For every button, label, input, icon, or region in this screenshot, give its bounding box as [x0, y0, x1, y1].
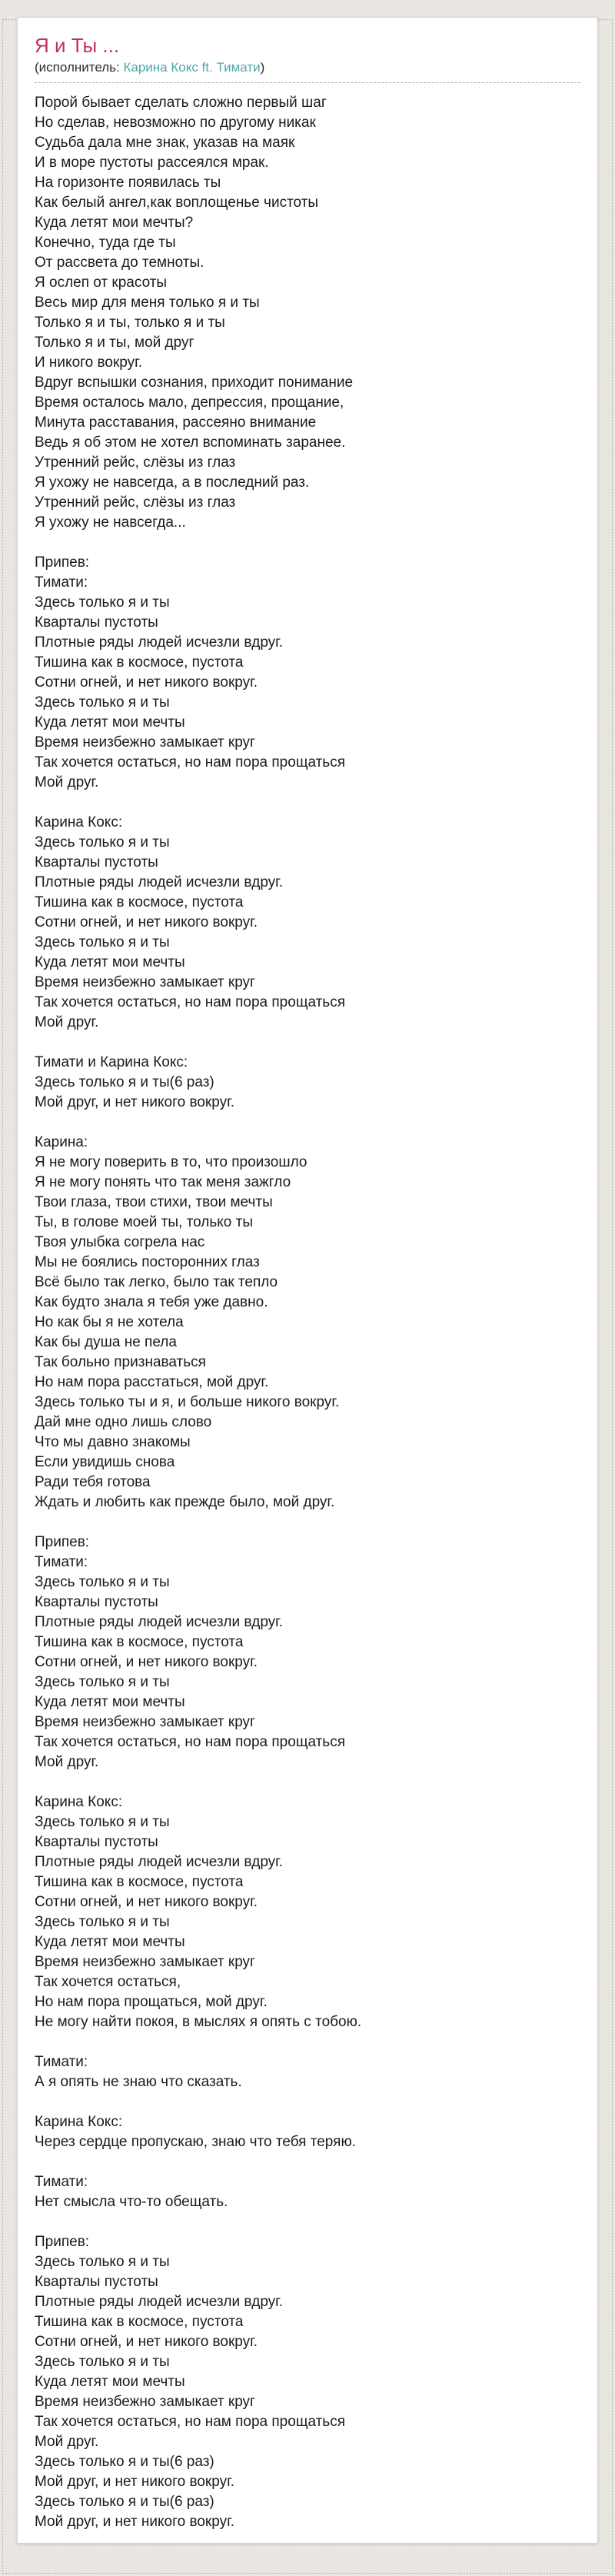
- lyric-line: Не могу найти покоя, в мыслях я опять с тобою.: [35, 2014, 362, 2030]
- lyric-line: Здесь только я и ты: [35, 934, 170, 950]
- lyric-line: Мы не боялись посторонних глаз: [35, 1254, 260, 1270]
- lyric-line: Время неизбежно замыкает круг: [35, 734, 255, 751]
- lyric-line: Здесь только я и ты: [35, 1914, 170, 1930]
- lyric-line: Я ослеп от красоты: [35, 275, 168, 291]
- lyric-line: От рассвета до темноты.: [35, 255, 204, 271]
- lyric-line: Я не могу понять что так меня зажгло: [35, 1174, 291, 1190]
- lyrics-block: [35, 1792, 580, 2032]
- lyric-line: Мой друг, и нет никого вокруг.: [35, 1094, 234, 1110]
- lyric-line: Мой друг.: [35, 2434, 99, 2450]
- lyric-line: Здесь только я и ты: [35, 1574, 170, 1590]
- performer-line: [35, 59, 580, 83]
- lyric-line: Кварталы пустоты: [35, 1594, 158, 1610]
- lyric-line: Так больно признаваться: [35, 1354, 206, 1370]
- lyric-line: Плотные ряды людей исчезли вдруг.: [35, 1854, 284, 1870]
- lyric-line: Плотные ряды людей исчезли вдруг.: [35, 874, 284, 890]
- lyric-line: Время неизбежно замыкает круг: [35, 2394, 255, 2410]
- lyric-line: И никого вокруг.: [35, 354, 142, 371]
- lyric-line: Ждать и любить как прежде было, мой друг.: [35, 1494, 335, 1510]
- lyric-line: Вдруг вспышки сознания, приходит понимание: [35, 374, 354, 391]
- lyric-line: Нет смысла что-то обещать.: [35, 2194, 228, 2210]
- lyric-line: Судьба дала мне знак, указав на маяк: [35, 135, 295, 151]
- lyric-line: Здесь только я и ты: [35, 1814, 170, 1830]
- lyric-line: Куда летят мои мечты: [35, 714, 185, 731]
- lyric-line: Но как бы я не хотела: [35, 1314, 184, 1330]
- lyrics-block: [35, 813, 580, 1033]
- lyric-line: Мой друг, и нет никого вокруг.: [35, 2474, 234, 2490]
- lyric-line: Если увидишь снова: [35, 1454, 175, 1470]
- lyrics-block: [35, 2112, 580, 2152]
- lyric-line: Куда летят мои мечты: [35, 2374, 185, 2390]
- lyric-line: Тимати:: [35, 2174, 88, 2190]
- lyric-line: Минута расставания, рассеяно внимание: [35, 414, 317, 431]
- lyric-line: Как будто знала я тебя уже давно.: [35, 1294, 268, 1310]
- lyric-line: Тимати:: [35, 1554, 88, 1570]
- lyric-line: Мой друг.: [35, 774, 99, 790]
- lyric-line: Припев:: [35, 554, 90, 571]
- lyric-line: Мой друг, и нет никого вокруг.: [35, 2514, 234, 2530]
- lyric-line: Тишина как в космосе, пустота: [35, 654, 244, 671]
- lyric-line: Время неизбежно замыкает круг: [35, 1954, 255, 1970]
- lyrics-block: [35, 553, 580, 793]
- lyric-line: Так хочется остаться,: [35, 1974, 181, 1990]
- lyrics-block: [35, 1533, 580, 1772]
- lyric-line: Карина Кокс:: [35, 2114, 123, 2130]
- lyric-line: Карина:: [35, 1134, 88, 1150]
- lyric-line: Тишина как в космосе, пустота: [35, 2314, 244, 2330]
- lyric-line: Куда летят мои мечты?: [35, 215, 194, 231]
- lyric-line: Весь мир для меня только я и ты: [35, 295, 260, 311]
- lyric-line: Как белый ангел,как воплощенье чистоты: [35, 195, 319, 211]
- lyric-line: Припев:: [35, 2234, 90, 2250]
- lyric-line: Кварталы пустоты: [35, 1834, 158, 1850]
- lyric-line: Карина Кокс:: [35, 1794, 123, 1810]
- lyric-line: Время осталось мало, депрессия, прощание,: [35, 394, 344, 411]
- lyric-line: Плотные ряды людей исчезли вдруг.: [35, 1614, 284, 1630]
- lyrics-block: [35, 1053, 580, 1113]
- lyric-line: Так хочется остаться, но нам пора прощаться: [35, 754, 345, 770]
- lyric-line: Конечно, туда где ты: [35, 235, 176, 251]
- lyric-line: Куда летят мои мечты: [35, 954, 185, 970]
- lyric-line: Утренний рейс, слёзы из глаз: [35, 454, 236, 471]
- artist-link[interactable]: Карина Кокс ft. Тимати: [123, 60, 261, 75]
- lyric-line: Куда летят мои мечты: [35, 1694, 185, 1710]
- performer-prefix: (исполнитель:: [35, 60, 124, 75]
- lyrics: [35, 93, 580, 2532]
- lyric-line: Здесь только я и ты(6 раз): [35, 1074, 214, 1090]
- lyric-line: Но нам пора прощаться, мой друг.: [35, 1994, 268, 2010]
- lyric-line: Я ухожу не навсегда...: [35, 514, 186, 531]
- lyric-line: Плотные ряды людей исчезли вдруг.: [35, 2294, 284, 2310]
- lyric-line: Дай мне одно лишь слово: [35, 1414, 212, 1430]
- lyric-line: И в море пустоты рассеялся мрак.: [35, 155, 269, 171]
- lyric-line: Здесь только ты и я, и больше никого вокруг.: [35, 1394, 340, 1410]
- lyric-line: Время неизбежно замыкает круг: [35, 974, 255, 990]
- lyric-line: Тишина как в космосе, пустота: [35, 1874, 244, 1890]
- lyric-line: Сотни огней, и нет никого вокруг.: [35, 1894, 258, 1910]
- lyric-line: Здесь только я и ты: [35, 694, 170, 711]
- lyric-line: Ты, в голове моей ты, только ты: [35, 1214, 253, 1230]
- lyric-line: Кварталы пустоты: [35, 854, 158, 870]
- performer-suffix: ): [260, 60, 265, 75]
- lyrics-block: [35, 2172, 580, 2212]
- lyric-line: Здесь только я и ты: [35, 2254, 170, 2270]
- lyric-line: Твои глаза, твои стихи, твои мечты: [35, 1194, 273, 1210]
- song-title: Я и Ты ...: [35, 34, 120, 57]
- lyric-line: Тимати:: [35, 2054, 88, 2070]
- lyrics-block: [35, 2232, 580, 2532]
- lyric-line: Мой друг.: [35, 1754, 99, 1770]
- lyric-line: Сотни огней, и нет никого вокруг.: [35, 2334, 258, 2350]
- lyrics-card: [17, 17, 598, 2544]
- lyric-line: Так хочется остаться, но нам пора прощаться: [35, 994, 345, 1010]
- lyrics-block: [35, 1133, 580, 1513]
- lyric-line: Здесь только я и ты: [35, 1674, 170, 1690]
- lyric-line: Куда летят мои мечты: [35, 1934, 185, 1950]
- lyric-line: Как бы душа не пела: [35, 1334, 177, 1350]
- lyric-line: Только я и ты, мой друг: [35, 334, 194, 351]
- lyric-line: Так хочется остаться, но нам пора прощаться: [35, 2414, 345, 2430]
- lyric-line: Плотные ряды людей исчезли вдруг.: [35, 634, 284, 651]
- lyric-line: Твоя улыбка согрела нас: [35, 1234, 205, 1250]
- lyric-line: Мой друг.: [35, 1014, 99, 1030]
- lyric-line: Тимати и Карина Кокс:: [35, 1054, 188, 1070]
- lyric-line: Но сделав, невозможно по другому никак: [35, 115, 316, 131]
- lyric-line: Здесь только я и ты: [35, 2354, 170, 2370]
- lyric-line: Здесь только я и ты(6 раз): [35, 2454, 214, 2470]
- lyric-line: Время неизбежно замыкает круг: [35, 1714, 255, 1730]
- lyric-line: Сотни огней, и нет никого вокруг.: [35, 674, 258, 691]
- lyrics-block: [35, 2052, 580, 2092]
- page-background: [0, 17, 615, 2576]
- lyric-line: Сотни огней, и нет никого вокруг.: [35, 1654, 258, 1670]
- lyric-line: Но нам пора расстаться, мой друг.: [35, 1374, 269, 1390]
- lyric-line: Здесь только я и ты: [35, 594, 170, 611]
- lyric-line: Припев:: [35, 1534, 90, 1550]
- lyric-line: Что мы давно знакомы: [35, 1434, 191, 1450]
- lyric-line: Кварталы пустоты: [35, 614, 158, 631]
- lyric-line: Всё было так легко, было так тепло: [35, 1274, 278, 1290]
- lyric-line: Я ухожу не навсегда, а в последний раз.: [35, 474, 310, 491]
- lyric-line: Так хочется остаться, но нам пора прощаться: [35, 1734, 345, 1750]
- lyrics-block: [35, 93, 580, 533]
- lyric-line: Здесь только я и ты: [35, 834, 170, 850]
- lyric-line: Тишина как в космосе, пустота: [35, 894, 244, 910]
- lyric-line: А я опять не знаю что сказать.: [35, 2074, 242, 2090]
- lyric-line: Утренний рейс, слёзы из глаз: [35, 494, 236, 511]
- lyric-line: Тишина как в космосе, пустота: [35, 1634, 244, 1650]
- lyric-line: Только я и ты, только я и ты: [35, 315, 225, 331]
- lyric-line: Порой бывает сделать сложно первый шаг: [35, 95, 327, 111]
- lyric-line: Здесь только я и ты(6 раз): [35, 2494, 214, 2510]
- lyric-line: Через сердце пропускаю, знаю что тебя теряю.: [35, 2134, 356, 2150]
- lyric-line: Сотни огней, и нет никого вокруг.: [35, 914, 258, 930]
- lyric-line: Ради тебя готова: [35, 1474, 151, 1490]
- lyric-line: Тимати:: [35, 574, 88, 591]
- lyric-line: Кварталы пустоты: [35, 2274, 158, 2290]
- lyric-line: Я не могу поверить в то, что произошло: [35, 1154, 308, 1170]
- lyric-line: Карина Кокс:: [35, 814, 123, 830]
- lyric-line: Ведь я об этом не хотел вспоминать заранее.: [35, 434, 346, 451]
- lyric-line: На горизонте появилась ты: [35, 175, 221, 191]
